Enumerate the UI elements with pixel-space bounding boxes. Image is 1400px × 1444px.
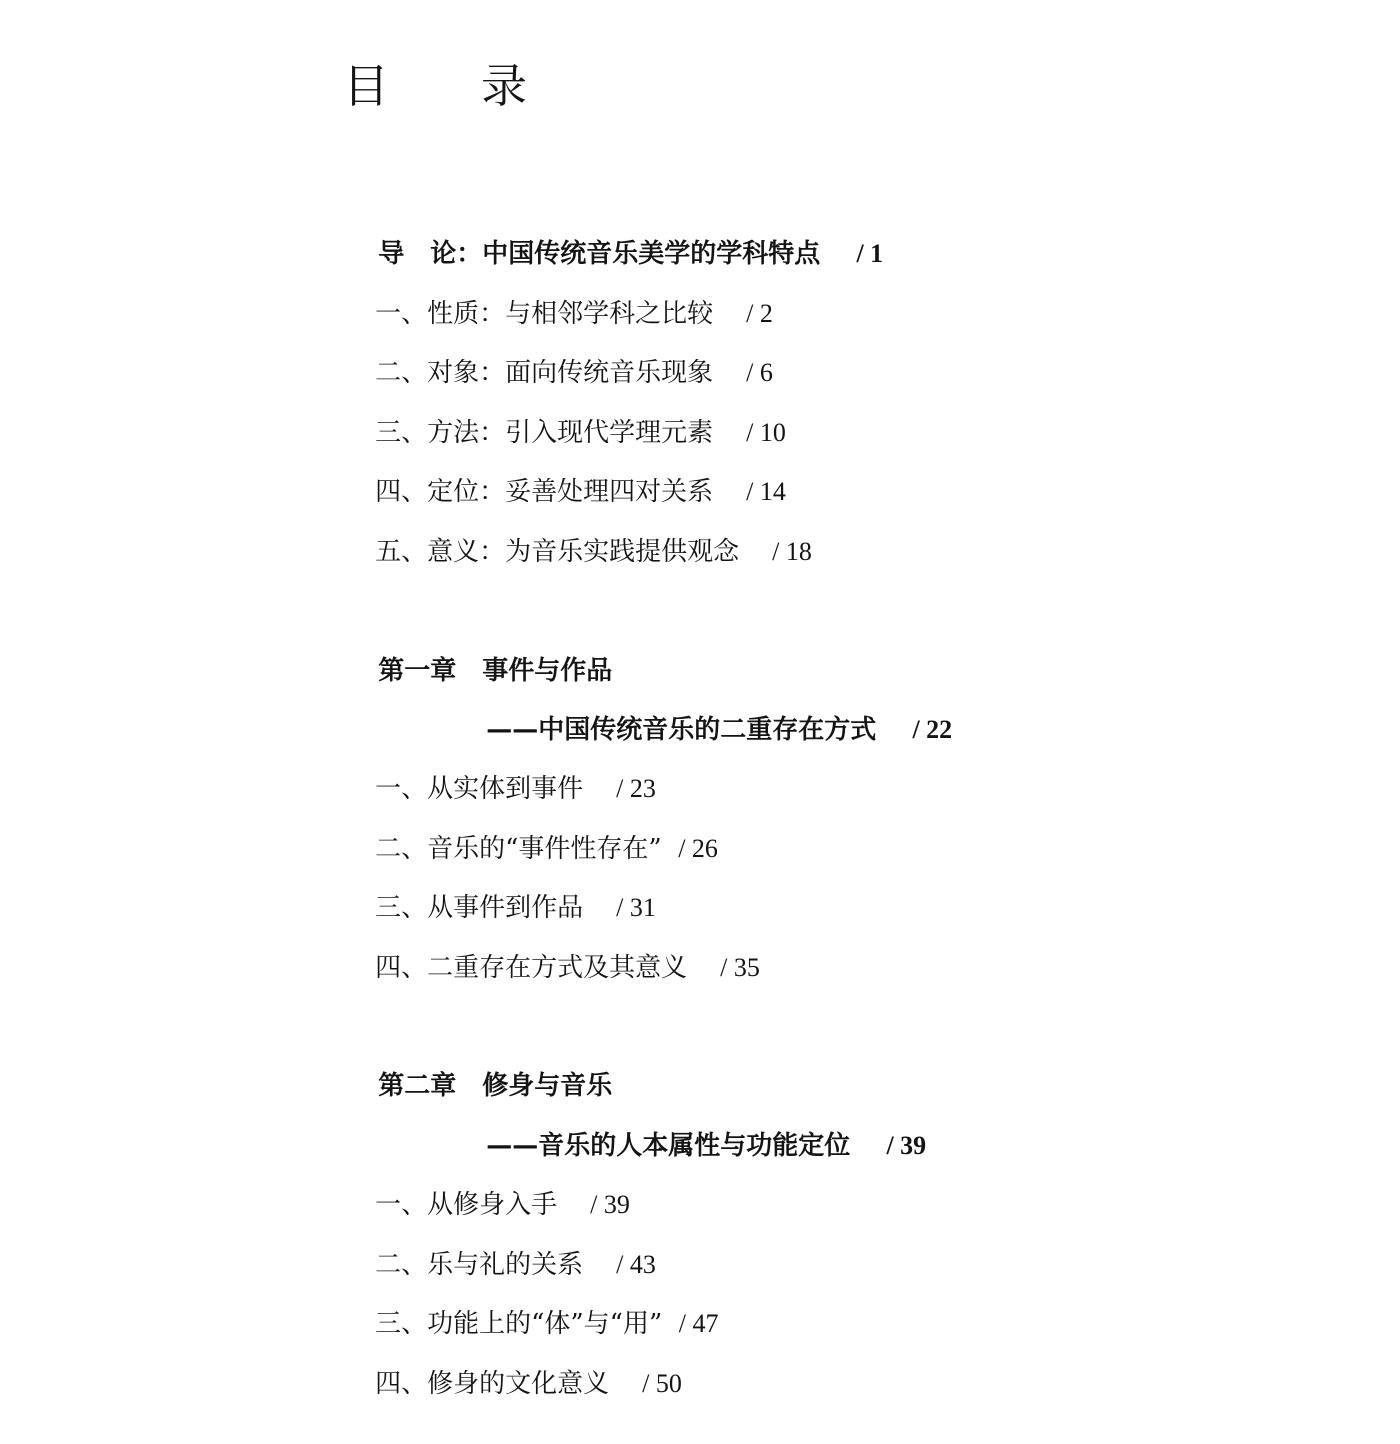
toc-item-label: 五、意义：为音乐实践提供观念 xyxy=(375,537,740,567)
intro-item-2[interactable] xyxy=(342,313,773,388)
toc-item-page: / 18 xyxy=(772,537,812,566)
chapter2-subtitle-line[interactable] xyxy=(450,1086,927,1161)
toc-item-page: / 50 xyxy=(642,1369,682,1398)
chapter2-item-4[interactable] xyxy=(342,1324,682,1399)
intro-item-1[interactable] xyxy=(342,254,773,329)
toc-item-page: / 14 xyxy=(746,477,786,506)
toc-item-page: / 47 xyxy=(678,1309,719,1338)
chapter2-subtitle: ——音乐的人本属性与功能定位 xyxy=(486,1131,851,1161)
toc-item-label: 一、从修身入手 xyxy=(375,1190,558,1220)
chapter2-item-1[interactable] xyxy=(342,1145,630,1220)
toc-item-page: / 39 xyxy=(590,1190,630,1219)
chapter2-page: / 39 xyxy=(886,1131,927,1160)
chapter1-heading: 第一章 事件与作品 xyxy=(378,656,613,686)
toc-item-label: 一、从实体到事件 xyxy=(375,774,584,804)
chapter1-item-3[interactable] xyxy=(342,848,656,923)
toc-item-page: / 31 xyxy=(616,893,656,922)
intro-heading-line[interactable] xyxy=(342,194,884,269)
chapter1-subtitle: ——中国传统音乐的二重存在方式 xyxy=(486,715,877,745)
chapter1-page: / 22 xyxy=(912,715,953,744)
toc-item-label: 三、从事件到作品 xyxy=(375,893,584,923)
chapter2-heading-line[interactable] xyxy=(342,1026,613,1101)
chapter2-heading: 第二章 修身与音乐 xyxy=(378,1071,613,1101)
intro-item-3[interactable] xyxy=(342,373,786,448)
intro-page: / 1 xyxy=(856,239,884,268)
chapter2-item-3[interactable] xyxy=(342,1264,719,1339)
toc-item-label: 四、修身的文化意义 xyxy=(375,1369,610,1399)
toc-item-page: / 6 xyxy=(746,358,773,387)
toc-item-page: / 23 xyxy=(616,774,656,803)
toc-item-label: 四、定位：妥善处理四对关系 xyxy=(375,477,714,507)
intro-item-4[interactable] xyxy=(342,432,786,507)
toc-item-label: 二、对象：面向传统音乐现象 xyxy=(375,358,714,388)
toc-item-page: / 35 xyxy=(720,953,760,982)
toc-item-page: / 43 xyxy=(616,1250,656,1279)
toc-item-page: / 26 xyxy=(678,834,718,863)
intro-item-5[interactable] xyxy=(342,492,812,567)
chapter1-heading-line[interactable] xyxy=(342,611,613,686)
toc-item-label: 四、二重存在方式及其意义 xyxy=(375,953,688,983)
intro-heading: 导 论：中国传统音乐美学的学科特点 xyxy=(378,239,821,269)
page-title: 目 录 xyxy=(343,59,527,113)
toc-item-label: 二、音乐的“事件性存在” xyxy=(375,834,662,864)
toc-item-page: / 2 xyxy=(746,299,773,328)
chapter1-item-4[interactable] xyxy=(342,908,760,983)
toc-item-page: / 10 xyxy=(746,418,786,447)
toc-item-label: 一、性质：与相邻学科之比较 xyxy=(375,299,714,329)
toc-item-label: 二、乐与礼的关系 xyxy=(375,1250,584,1280)
chapter1-item-1[interactable] xyxy=(342,729,656,804)
toc-item-label: 三、方法：引入现代学理元素 xyxy=(375,418,714,448)
chapter2-item-2[interactable] xyxy=(342,1205,656,1280)
chapter1-item-2[interactable] xyxy=(342,789,718,864)
toc-item-label: 三、功能上的“体”与“用” xyxy=(375,1309,663,1339)
chapter1-subtitle-line[interactable] xyxy=(450,670,953,745)
